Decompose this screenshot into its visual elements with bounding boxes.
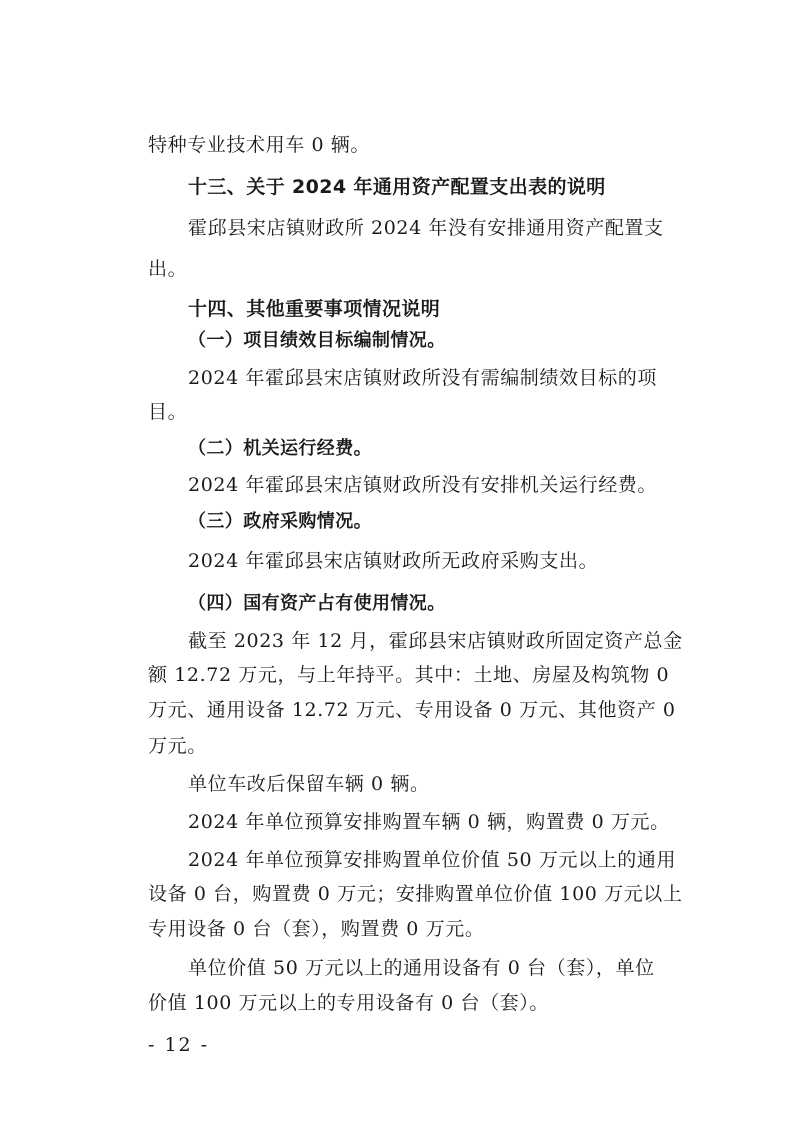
text-line: 2024 年霍邱县宋店镇财政所没有安排机关运行经费。 — [188, 474, 657, 496]
text-line: 价值 100 万元以上的专用设备有 0 台（套）。 — [148, 992, 550, 1014]
text-line: 万元。 — [148, 735, 207, 757]
subheading-3: （三）政府采购情况。 — [188, 511, 372, 532]
text-line: 2024 年霍邱县宋店镇财政所无政府采购支出。 — [188, 550, 599, 572]
text-line: 单位车改后保留车辆 0 辆。 — [188, 773, 430, 795]
text-line: 2024 年单位预算安排购置车辆 0 辆，购置费 0 万元。 — [188, 811, 670, 833]
text-line: 特种专业技术用车 0 辆。 — [148, 134, 370, 156]
subheading-4: （四）国有资产占有使用情况。 — [188, 593, 446, 614]
subheading-1: （一）项目绩效目标编制情况。 — [188, 330, 446, 351]
section-heading-14: 十四、其他重要事项情况说明 — [188, 298, 441, 320]
text-line: 截至 2023 年 12 月，霍邱县宋店镇财政所固定资产总金 — [188, 630, 683, 652]
text-line: 单位价值 50 万元以上的通用设备有 0 台（套），单位 — [188, 957, 655, 979]
section-heading-13: 十三、关于 2024 年通用资产配置支出表的说明 — [188, 176, 606, 198]
text-line: 额 12.72 万元，与上年持平。其中：土地、房屋及构筑物 0 — [148, 664, 670, 686]
text-line: 2024 年霍邱县宋店镇财政所没有需编制绩效目标的项 — [188, 367, 657, 389]
text-line: 霍邱县宋店镇财政所 2024 年没有安排通用资产配置支 — [188, 217, 664, 239]
text-line: 目。 — [148, 401, 188, 423]
text-line: 出。 — [148, 258, 188, 280]
page-number: - 12 - — [148, 1034, 210, 1056]
text-line: 万元、通用设备 12.72 万元、专用设备 0 万元、其他资产 0 — [148, 699, 676, 721]
subheading-2: （二）机关运行经费。 — [188, 438, 372, 459]
text-line: 设备 0 台，购置费 0 万元；安排购置单位价值 100 万元以上 — [148, 883, 683, 905]
text-line: 2024 年单位预算安排购置单位价值 50 万元以上的通用 — [188, 849, 677, 871]
text-line: 专用设备 0 台（套），购置费 0 万元。 — [148, 918, 485, 940]
